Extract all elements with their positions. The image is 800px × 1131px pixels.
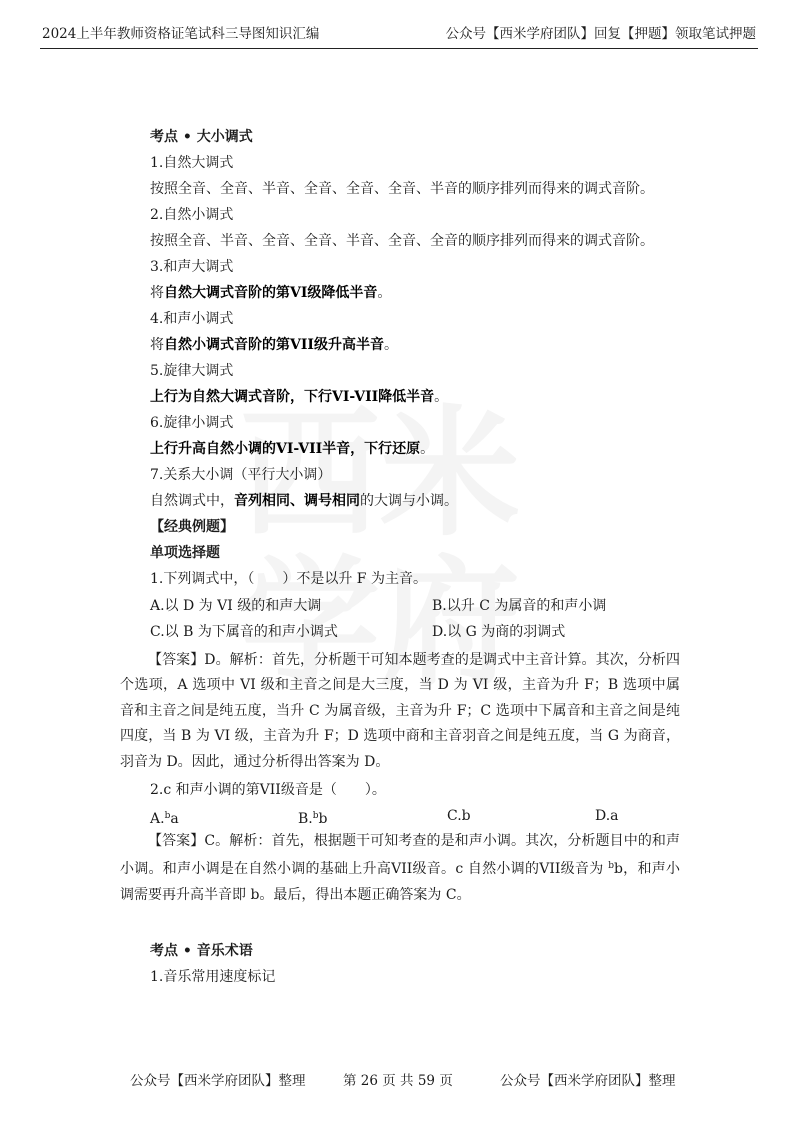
- item-body: 上行为自然大调式音阶，下行VI-VII降低半音。: [150, 389, 449, 405]
- item-heading: 4.和声小调式: [150, 311, 234, 327]
- page-number: 第 26 页 共 59 页: [343, 1073, 453, 1089]
- option-c: C.b: [447, 808, 471, 824]
- item-body: 上行升高自然小调的VI-VII半音，下行还原。: [150, 441, 435, 457]
- section-title: 考点 • 大小调式: [150, 129, 253, 145]
- option-c: C.以 B 为下属音的和声小调式: [150, 624, 338, 640]
- item-body: 将自然大调式音阶的第VI级降低半音。: [150, 285, 392, 301]
- item-body: 按照全音、全音、半音、全音、全音、全音、半音的顺序排列而得来的调式音阶。: [150, 181, 654, 197]
- option-b: B.以升 C 为属音的和声小调: [432, 598, 607, 614]
- footer-right-text: 公众号【西米学府团队】整理: [500, 1073, 676, 1089]
- item-heading: 7.关系大小调（平行大小调）: [150, 467, 332, 483]
- header-right-text: 公众号【西米学府团队】回复【押题】领取笔试押题: [445, 26, 756, 42]
- question-stem: 2.c 和声小调的第VII级音是（ ）。: [150, 782, 386, 798]
- footer-left-text: 公众号【西米学府团队】整理: [130, 1073, 306, 1089]
- item-body: 将自然小调式音阶的第VII级升高半音。: [150, 337, 398, 353]
- section-title: 考点 • 音乐术语: [150, 943, 253, 959]
- item-heading: 5.旋律大调式: [150, 363, 234, 379]
- item-heading: 1.自然大调式: [150, 155, 234, 171]
- page-header: [40, 22, 758, 49]
- item-body: 按照全音、半音、全音、全音、半音、全音、全音的顺序排列而得来的调式音阶。: [150, 233, 654, 249]
- examples-subtitle: 单项选择题: [150, 545, 220, 561]
- item-heading: 6.旋律小调式: [150, 415, 234, 431]
- item-body: 自然调式中，音列相同、调号相同的大调与小调。: [150, 493, 458, 509]
- option-d: D.以 G 为商的羽调式: [432, 624, 566, 640]
- header-left-text: 2024上半年教师资格证笔试科三导图知识汇编: [42, 26, 320, 42]
- item-heading: 1.音乐常用速度标记: [150, 969, 276, 985]
- answer-paragraph: 【答案】D。解析：首先，分析题干可知本题考查的是调式中主音计算。其次，分析四个选项，A 选项中 VI 级和主音之间是大三度，当 D 为 VI 级，主音为升 F；B 选项中属音和主音之间是纯五度，当升 C 为属音级，主音为升 F；C 选项中下属音和主音之间是纯四度，当 B 为 VI 级，主音为升 F；D 选项中商和主音羽音之间是纯五度，当 G 为商音，羽音为 D。因此，通过分析得出答案为 D。: [120, 652, 680, 770]
- examples-title: 【经典例题】: [150, 519, 234, 535]
- item-heading: 2.自然小调式: [150, 207, 234, 223]
- answer-paragraph: 【答案】C。解析：首先，根据题干可知考查的是和声小调。其次，分析题目中的和声小调。和声小调是在自然小调的基础上升高VII级音。c 自然小调的VII级音为 $^b$b，和声小调需要再升高半音即 b。最后，得出本题正确答案为 C。: [120, 833, 680, 903]
- option-a: A.以 D 为 VI 级的和声大调: [150, 598, 322, 614]
- option-b: B.$^b$b: [298, 811, 328, 827]
- option-a: A.$^b$a: [150, 811, 179, 827]
- option-d: D.a: [595, 808, 619, 824]
- question-stem: 1.下列调式中，（ ）不是以升 F 为主音。: [150, 571, 427, 587]
- item-heading: 3.和声大调式: [150, 259, 234, 275]
